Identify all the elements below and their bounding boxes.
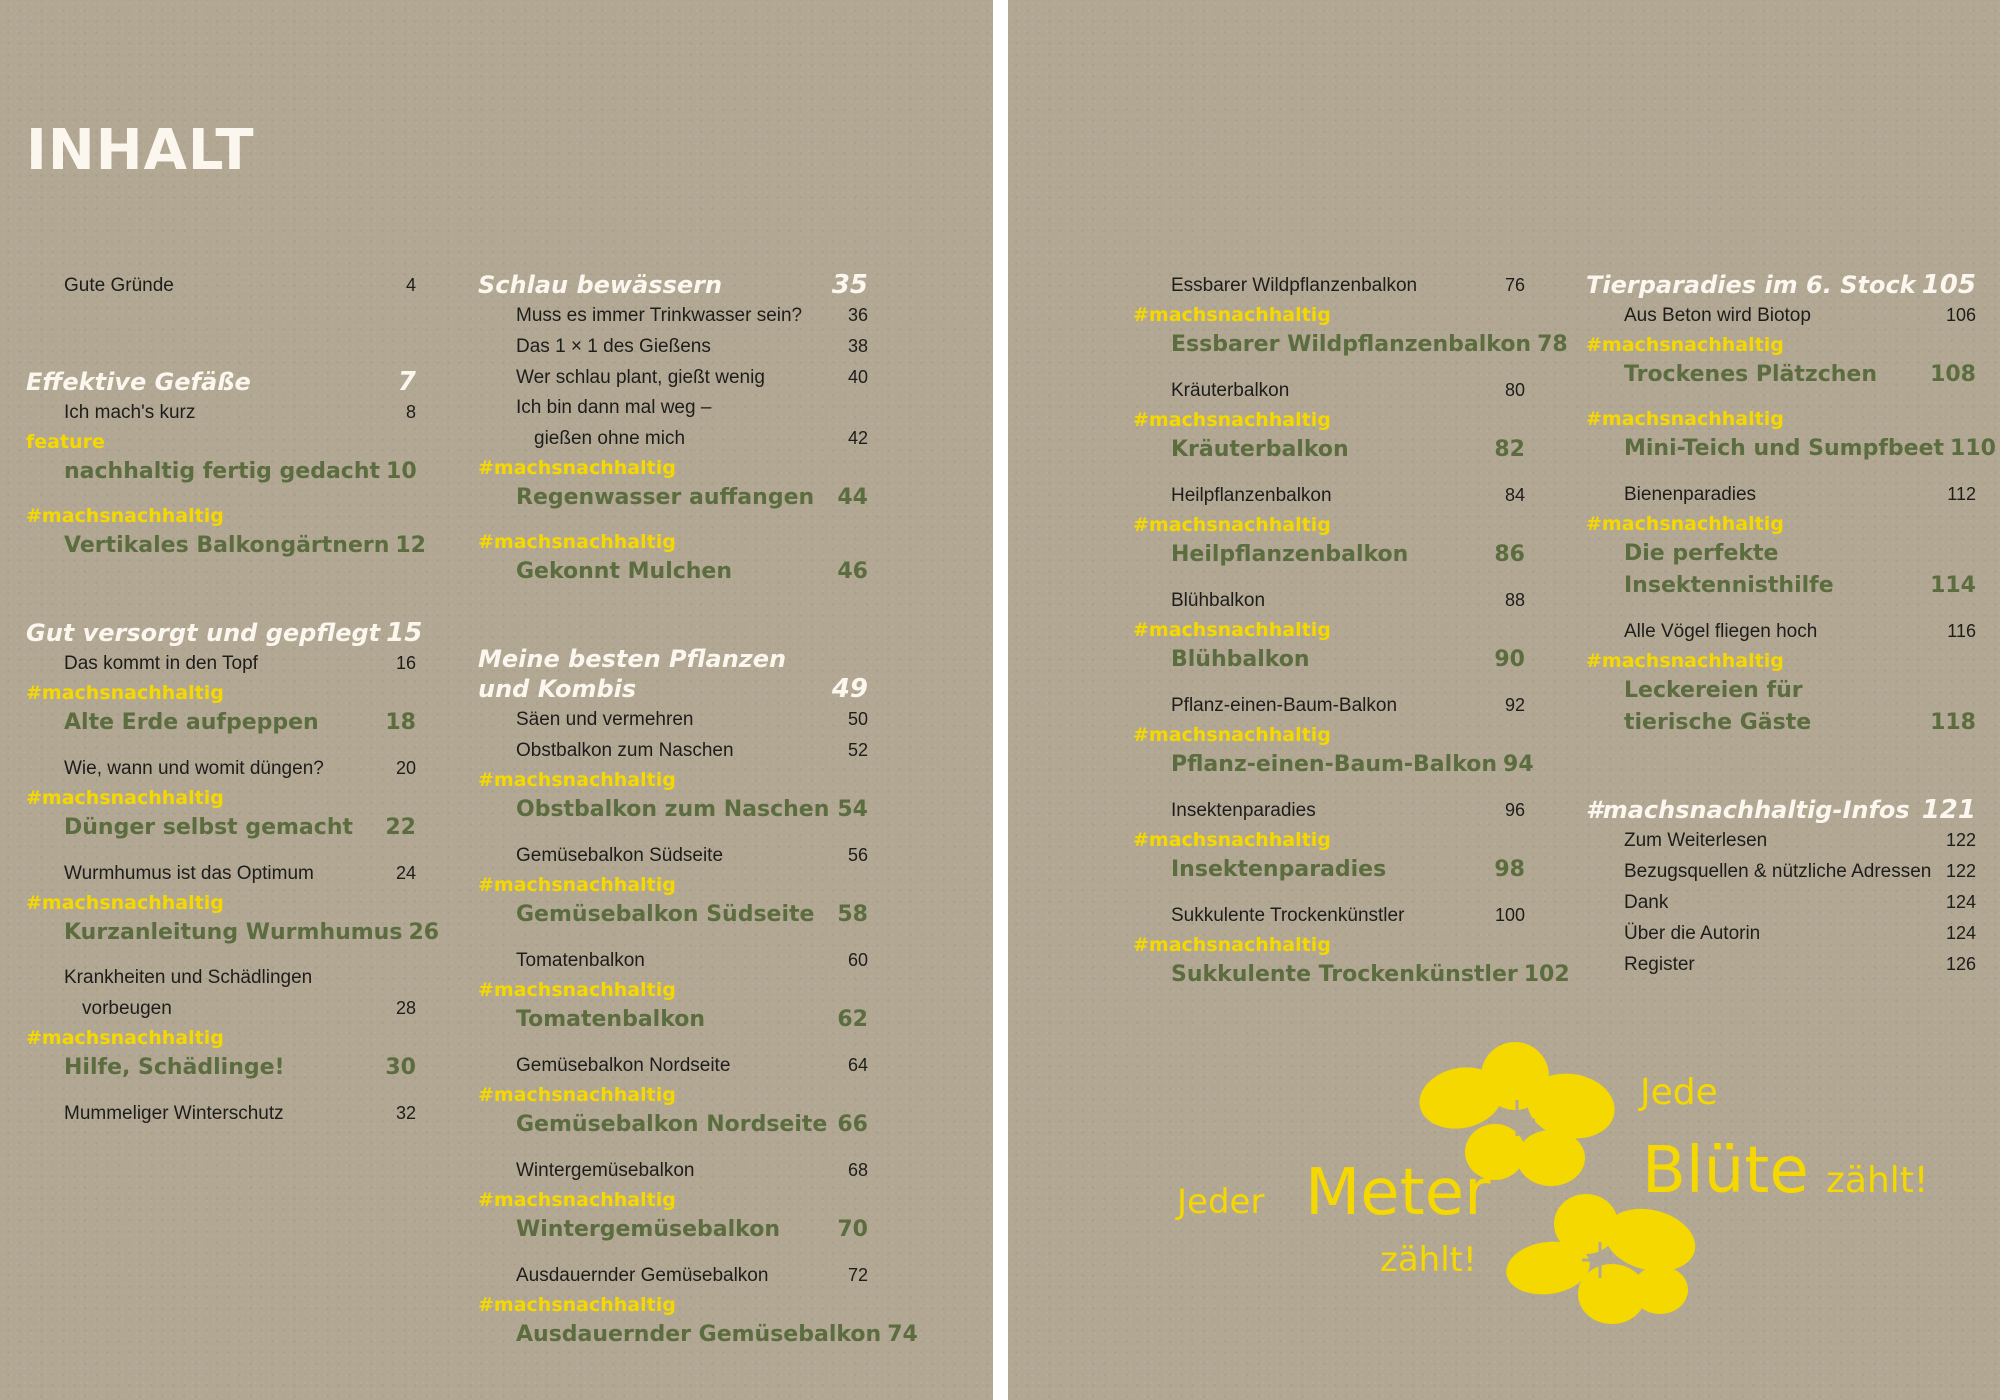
toc-entry[interactable]: Ausdauernder Gemüsebalkon 72 (516, 1265, 868, 1286)
feature-entry[interactable]: nachhaltig fertig gedacht 10 (64, 459, 417, 484)
hashtag-label: #machsnachhaltig (478, 874, 676, 896)
hashtag-label: #machsnachhaltig (26, 1027, 224, 1049)
feature-entry[interactable]: Vertikales Balkongärtnern 12 (64, 533, 426, 558)
hashtag-label: #machsnachhaltig (1133, 619, 1331, 641)
toc-entry[interactable]: Bienenparadies 112 (1624, 484, 1976, 505)
feature-entry[interactable]: Wintergemüsebalkon 70 (516, 1217, 868, 1242)
feature-entry[interactable]: Gemüsebalkon Nordseite 66 (516, 1112, 868, 1137)
flower-icon (1500, 1190, 1710, 1330)
feature-entry[interactable]: Sukkulente Trockenkünstler 102 (1171, 962, 1570, 987)
section-heading[interactable]: Tierparadies im 6. Stock 105 (1586, 270, 1976, 300)
feature-entry[interactable]: Heilpflanzenbalkon 86 (1171, 542, 1525, 567)
toc-column-3 (1133, 270, 1570, 991)
toc-entry[interactable]: Gemüsebalkon Nordseite 64 (516, 1055, 868, 1076)
toc-entry[interactable]: Blühbalkon 88 (1171, 590, 1525, 611)
feature-entry[interactable]: Hilfe, Schädlinge! 30 (64, 1055, 416, 1080)
toc-entry[interactable]: Ich mach's kurz 8 (64, 402, 416, 423)
toc-column-1 (26, 270, 440, 1129)
toc-entry[interactable]: Über die Autorin 124 (1624, 923, 1976, 944)
hashtag-label: #machsnachhaltig (1133, 409, 1331, 431)
hashtag-label: #machsnachhaltig (1133, 514, 1331, 536)
toc-entry[interactable]: Wurmhumus ist das Optimum 24 (64, 863, 416, 884)
feature-entry[interactable]: Obstbalkon zum Naschen 54 (516, 797, 868, 822)
hashtag-label: #machsnachhaltig (478, 979, 676, 1001)
toc-entry[interactable]: Register 126 (1624, 954, 1976, 975)
toc-entry[interactable]: Obstbalkon zum Naschen 52 (516, 740, 868, 761)
feature-entry[interactable]: Pflanz-einen-Baum-Balkon 94 (1171, 752, 1534, 777)
toc-entry[interactable]: Dank 124 (1624, 892, 1976, 913)
feature-entry[interactable]: Mini-Teich und Sumpfbeet 110 (1624, 436, 1996, 461)
feature-entry[interactable]: Kurzanleitung Wurmhumus 26 (64, 920, 440, 945)
feature-entry[interactable]: tierische Gäste 118 (1624, 710, 1976, 735)
feature-entry[interactable]: Gekonnt Mulchen 46 (516, 559, 868, 584)
toc-entry[interactable]: Alle Vögel fliegen hoch 116 (1624, 621, 1976, 642)
hashtag-label: #machsnachhaltig (478, 1189, 676, 1211)
toc-entry[interactable]: Das kommt in den Topf 16 (64, 653, 416, 674)
toc-entry-line[interactable]: Krankheiten und Schädlingen (64, 967, 313, 988)
feature-entry[interactable]: Essbarer Wildpflanzenbalkon 78 (1171, 332, 1568, 357)
feature-entry[interactable]: Tomatenbalkon 62 (516, 1007, 868, 1032)
hashtag-label: #machsnachhaltig (1133, 724, 1331, 746)
slogan-bluete: Blüte (1642, 1134, 1809, 1208)
toc-entry[interactable]: Bezugsquellen & nützliche Adressen 122 (1624, 861, 1976, 882)
section-heading[interactable]: Effektive Gefäße 7 (26, 367, 416, 397)
feature-entry[interactable]: Blühbalkon 90 (1171, 647, 1525, 672)
toc-entry[interactable]: Mummeliger Winterschutz 32 (64, 1103, 416, 1124)
feature-entry[interactable]: Gemüsebalkon Südseite 58 (516, 902, 868, 927)
toc-entry[interactable]: Gute Gründe 4 (64, 275, 416, 296)
toc-entry[interactable]: Pflanz-einen-Baum-Balkon 92 (1171, 695, 1525, 716)
hashtag-label: #machsnachhaltig (1586, 408, 1784, 430)
hashtag-label: #machsnachhaltig (1133, 934, 1331, 956)
feature-entry[interactable]: Ausdauernder Gemüsebalkon 74 (516, 1322, 918, 1347)
toc-entry[interactable]: Essbarer Wildpflanzenbalkon 76 (1171, 275, 1525, 296)
slogan-jeder: Jeder (1177, 1182, 1265, 1222)
toc-entry-line[interactable]: Ich bin dann mal weg – (516, 397, 712, 418)
slogan-jede: Jede (1640, 1072, 1718, 1113)
toc-entry[interactable]: gießen ohne mich 42 (534, 428, 868, 449)
toc-column-4 (1586, 270, 1996, 980)
toc-entry[interactable]: Wer schlau plant, gießt wenig 40 (516, 367, 868, 388)
slogan-zaehlt: zählt! (1826, 1160, 1929, 1201)
slogan-meter: Meter (1305, 1156, 1491, 1230)
hashtag-label: #machsnachhaltig (478, 1084, 676, 1106)
toc-entry[interactable]: Insektenparadies 96 (1171, 800, 1525, 821)
feature-label: feature (26, 431, 105, 453)
hashtag-label: #machsnachhaltig (26, 682, 224, 704)
toc-entry[interactable]: Gemüsebalkon Südseite 56 (516, 845, 868, 866)
hashtag-label: #machsnachhaltig (1133, 829, 1331, 851)
slogan-zaehlt: zählt! (1380, 1240, 1477, 1280)
section-heading[interactable]: Schlau bewässern 35 (478, 270, 868, 300)
feature-entry[interactable]: Alte Erde aufpeppen 18 (64, 710, 416, 735)
toc-entry[interactable]: Muss es immer Trinkwasser sein? 36 (516, 305, 868, 326)
page-title: INHALT (26, 118, 255, 183)
toc-entry[interactable]: Heilpflanzenbalkon 84 (1171, 485, 1525, 506)
section-heading[interactable]: Gut versorgt und gepflegt 15 (26, 618, 423, 648)
hashtag-label: #machsnachhaltig (1586, 513, 1784, 535)
left-page (0, 0, 993, 1400)
hashtag-label: #machsnachhaltig (26, 505, 224, 527)
hashtag-label: #machsnachhaltig (478, 769, 676, 791)
toc-entry[interactable]: Tomatenbalkon 60 (516, 950, 868, 971)
toc-entry[interactable]: Das 1 × 1 des Gießens 38 (516, 336, 868, 357)
feature-entry[interactable]: Insektennisthilfe 114 (1624, 573, 1976, 598)
toc-entry[interactable]: Kräuterbalkon 80 (1171, 380, 1525, 401)
feature-entry[interactable]: Kräuterbalkon 82 (1171, 437, 1525, 462)
toc-entry[interactable]: Wie, wann und womit düngen? 20 (64, 758, 416, 779)
feature-entry[interactable]: Insektenparadies 98 (1171, 857, 1525, 882)
hashtag-label: #machsnachhaltig (1586, 650, 1784, 672)
feature-entry-line[interactable]: Leckereien für (1624, 678, 1803, 703)
toc-entry[interactable]: Sukkulente Trockenkünstler 100 (1171, 905, 1525, 926)
section-heading[interactable]: Meine besten Pflanzen und Kombis 49 (478, 645, 868, 704)
toc-entry[interactable]: Zum Weiterlesen 122 (1624, 830, 1976, 851)
hashtag-label: #machsnachhaltig (1133, 304, 1331, 326)
toc-column-2 (478, 270, 918, 1351)
hashtag-label: #machsnachhaltig (26, 892, 224, 914)
feature-entry-line[interactable]: Die perfekte (1624, 541, 1779, 566)
toc-entry[interactable]: Säen und vermehren 50 (516, 709, 868, 730)
hashtag-label: #machsnachhaltig (478, 457, 676, 479)
toc-entry[interactable]: Wintergemüsebalkon 68 (516, 1160, 868, 1181)
feature-entry[interactable]: Regenwasser auffangen 44 (516, 485, 868, 510)
section-heading[interactable]: #machsnachhaltig-Infos 121 (1586, 795, 1976, 825)
hashtag-label: #machsnachhaltig (478, 531, 676, 553)
toc-entry[interactable]: vorbeugen 28 (82, 998, 416, 1019)
feature-entry[interactable]: Trockenes Plätzchen 108 (1624, 362, 1976, 387)
hashtag-label: #machsnachhaltig (26, 787, 224, 809)
hashtag-label: #machsnachhaltig (1586, 334, 1784, 356)
hashtag-label: #machsnachhaltig (478, 1294, 676, 1316)
feature-entry[interactable]: Dünger selbst gemacht 22 (64, 815, 416, 840)
toc-entry[interactable]: Aus Beton wird Biotop 106 (1624, 305, 1976, 326)
